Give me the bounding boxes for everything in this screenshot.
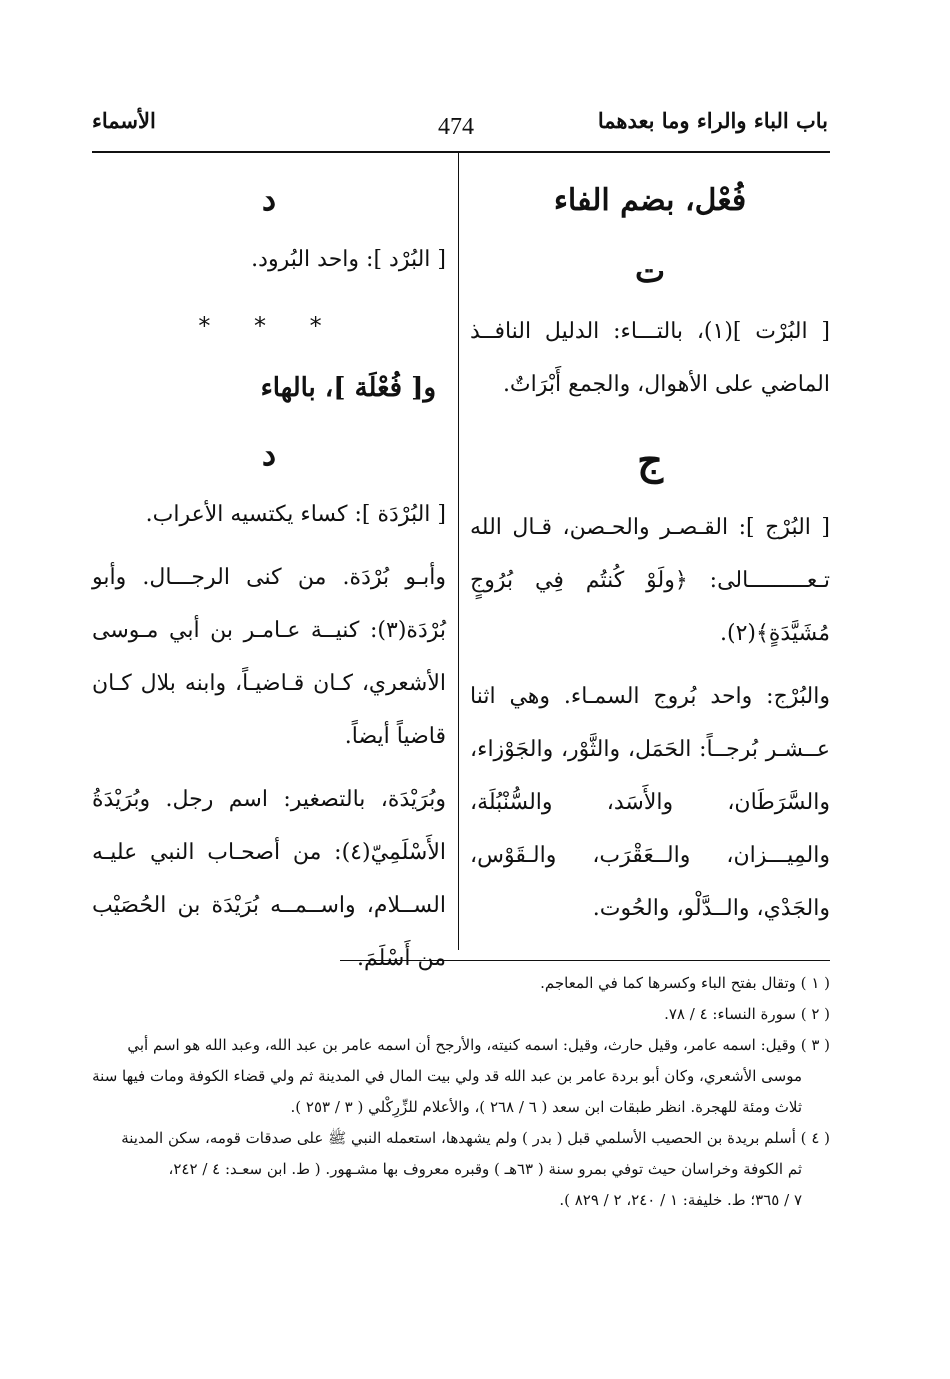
- footnote-4: [92, 1123, 830, 1216]
- section-title: الأسماء: [92, 108, 156, 133]
- section-separator-stars: * * *: [198, 312, 340, 340]
- footnote-4-line: ( ٤ ) أسلم بريدة بن الحصيب الأسلمي قبل ( بدر ) ولم يشهدها، استعمله النبي ﷺ على صدقات قومه، سكن المدينة: [121, 1129, 830, 1147]
- entry-burj: [ البُرْج ]: القـصـر والحـصن، قـال الله تـعـــــــــالى: ﴿ولَوْ كُنتُم فِي بُرُوجٍ مُشَيَّدَةٍ﴾(٢).: [470, 515, 830, 646]
- footnote-rule: [340, 960, 830, 961]
- footnote-1: ( ١ ) وتقال بفتح الباء وكسرها كما في المعاجم.: [540, 974, 830, 992]
- entry-burd: [ البُرْد ]: واحد البُرود.: [251, 247, 446, 272]
- footnote-3-line: ( ٣ ) وقيل: اسمه عامر، وقيل حارث، وقيل: اسمه كنيته، والأرجح أن اسمه عامر بن عبد الله، وعبد الله هو اسم أبي: [127, 1036, 830, 1054]
- column-divider: [458, 152, 459, 950]
- header-rule: [92, 151, 830, 153]
- entry-burt: [ البُرْت ](١)، بالتـــاء: الدليل النافــذ الماضي على الأهوال، والجمع أَبْرَاتٌ.: [470, 319, 830, 397]
- page-number: 474: [438, 114, 474, 140]
- footnote-4-line: ٧ / ٣٦٥؛ ط. خليفة: ١ / ٢٤٠، ٢ / ٨٢٩ ).: [559, 1191, 802, 1209]
- right-column: [470, 165, 830, 945]
- footnote-2: ( ٢ ) سورة النساء: ٤ / ٧٨.: [664, 1005, 830, 1023]
- letter-heading-jim: ج: [637, 437, 663, 484]
- entry-buraida: وبُرَيْدَة، بالتصغير: اسم رجل. وبُرَيْدَةُ الأَسْلَمِيّ(٤): من أصحـاب النبي عليـه الســلام، واســمــه بُرَيْدَة بن الحُصَيْب من أَسْلَمَ.: [92, 787, 446, 971]
- footnotes: [92, 968, 830, 1216]
- letter-heading-ta: ت: [634, 252, 666, 290]
- letter-heading-dal: د: [261, 180, 277, 218]
- footnote-4-line: ثم الكوفة وخراسان حيث توفي بمرو سنة ( ٦٣هـ ) وقبره معروف بها مشـهور. ( ط. ابن سعـد: ٤ / ٢٤٢،: [168, 1160, 802, 1178]
- entry-burj-zodiac: والبُرْج: واحد بُروج السمـاء. وهي اثنا عــشـر بُرجــاً: الحَمَل، والثَّوْر، والجَوْزاء، والسَّرَطَان، والأَسَد، والسُّنْبُلَة، والمِيـــزان، والــعَقْرَب، والـقَوْس، والجَدْي، والــدَّلْو، والحُوت.: [470, 684, 830, 921]
- pattern-subheading: و[ فُعْلَة ]، بالهاء: [260, 373, 436, 403]
- entry-abu-burda: وأبـو بُرْدَة. من كنى الرجـــال. وأبو بُرْدَة(٣): كنيــة عـامـر بن أبي مـوسى الأشعري، كـان قـاضيـاً، وابنه بلال كـان قاضياً أيضاً.: [92, 565, 446, 749]
- chapter-title: باب الباء والراء وما بعدهما: [597, 108, 828, 133]
- pattern-heading: فُعْل، بضم الفاء: [553, 183, 747, 218]
- footnote-3: [92, 1030, 830, 1123]
- footnote-3-line: ثلاث ومئة للهجرة. انظر طبقات ابن سعد ( ٦ / ٢٦٨ )، والأعلام للزِّرِكْلي ( ٣ / ٢٥٣ ).: [290, 1098, 802, 1116]
- letter-heading-dal-2: د: [261, 435, 277, 473]
- entry-burda: [ البُرْدَة ]: كساء يكتسيه الأعراب.: [145, 502, 446, 527]
- left-column: [92, 165, 446, 995]
- footnote-3-line: موسى الأشعري، وكان أبو بردة عامر بن عبد الله قد ولي بيت المال في المدينة ثم ولي قضاء الكوفة ومات فيها سنة: [92, 1067, 802, 1085]
